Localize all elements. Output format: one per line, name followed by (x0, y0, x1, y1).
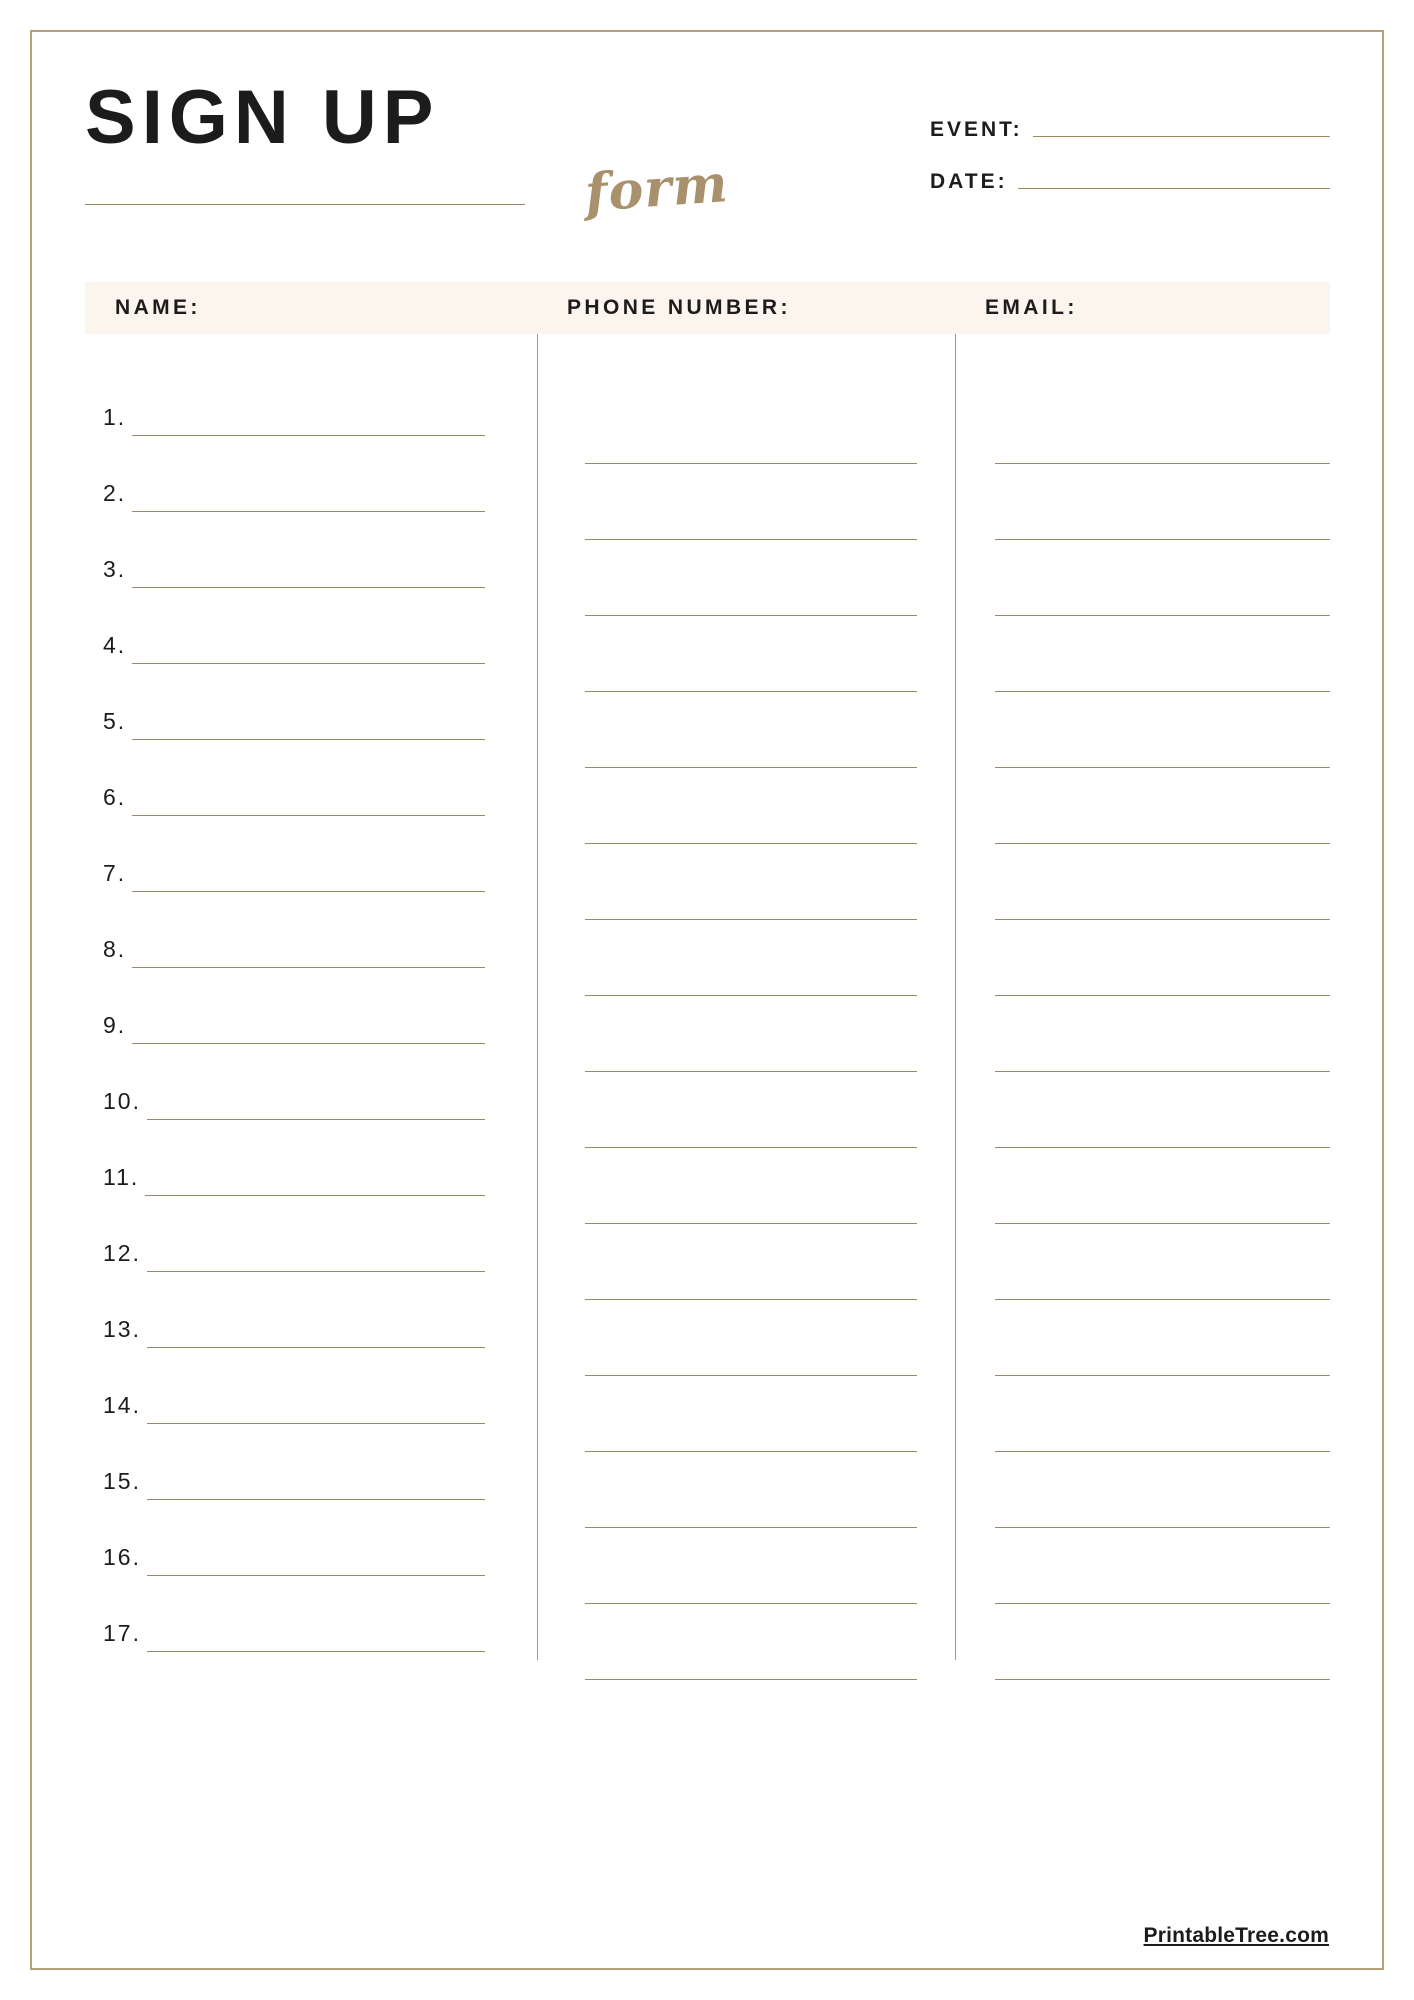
cell-phone (537, 1576, 955, 1652)
table-row (85, 512, 1330, 588)
date-input-line[interactable] (1018, 188, 1330, 189)
row-number: 2. (103, 480, 127, 506)
row-number: 9. (103, 1012, 127, 1038)
event-date-block (930, 118, 1330, 222)
table-row (85, 740, 1330, 816)
cell-email (955, 1044, 1330, 1120)
row-number: 1. (103, 404, 127, 430)
email-input-line[interactable] (995, 1679, 1330, 1680)
row-number: 6. (103, 784, 127, 810)
cell-email (955, 360, 1330, 436)
row-number: 17. (103, 1620, 141, 1646)
cell-email (955, 816, 1330, 892)
event-field-row (930, 118, 1330, 142)
table-row (85, 968, 1330, 1044)
cell-email (955, 968, 1330, 1044)
cell-email (955, 1576, 1330, 1652)
cell-phone (537, 1120, 955, 1196)
cell-name (85, 1424, 537, 1500)
cell-email (955, 588, 1330, 664)
cell-email (955, 664, 1330, 740)
row-number: 11. (103, 1164, 140, 1190)
column-header-email: EMAIL: (985, 296, 1078, 319)
row-number: 13. (103, 1316, 141, 1342)
row-number: 14. (103, 1392, 141, 1418)
cell-name (85, 1500, 537, 1576)
row-number: 5. (103, 708, 127, 734)
cell-phone (537, 1272, 955, 1348)
cell-name (85, 1348, 537, 1424)
cell-name (85, 1576, 537, 1652)
cell-email (955, 436, 1330, 512)
form-script-word: form (583, 153, 731, 224)
cell-name (85, 512, 537, 588)
cell-email (955, 1500, 1330, 1576)
table-row (85, 1500, 1330, 1576)
table-row (85, 588, 1330, 664)
table-row (85, 360, 1330, 436)
table-row (85, 1348, 1330, 1424)
signup-table (85, 282, 1330, 1660)
cell-email (955, 1120, 1330, 1196)
row-number: 3. (103, 556, 127, 582)
cell-phone (537, 1196, 955, 1272)
cell-email (955, 512, 1330, 588)
table-row (85, 1044, 1330, 1120)
cell-phone (537, 1424, 955, 1500)
row-number: 16. (103, 1544, 141, 1570)
table-row (85, 1196, 1330, 1272)
row-number: 4. (103, 632, 127, 658)
row-number: 10. (103, 1088, 141, 1114)
cell-phone (537, 436, 955, 512)
cell-email (955, 1348, 1330, 1424)
title-underline-rule (85, 204, 525, 205)
cell-phone (537, 664, 955, 740)
page-title: SIGN UP (85, 75, 440, 160)
cell-name (85, 892, 537, 968)
cell-phone (537, 1348, 955, 1424)
cell-email (955, 740, 1330, 816)
table-row (85, 816, 1330, 892)
event-label: EVENT: (930, 118, 1023, 141)
cell-email (955, 1196, 1330, 1272)
row-number: 12. (103, 1240, 141, 1266)
table-row (85, 1120, 1330, 1196)
cell-phone (537, 588, 955, 664)
name-input-line[interactable] (147, 1651, 485, 1652)
cell-email (955, 1272, 1330, 1348)
cell-email (955, 892, 1330, 968)
column-header-phone: PHONE NUMBER: (567, 296, 791, 319)
cell-name (85, 1272, 537, 1348)
column-header-name: NAME: (115, 296, 201, 319)
cell-phone (537, 892, 955, 968)
cell-phone (537, 816, 955, 892)
table-body (85, 360, 1330, 1660)
cell-name (85, 968, 537, 1044)
document-header (85, 75, 1330, 260)
phone-input-line[interactable] (585, 1679, 917, 1680)
cell-phone (537, 1500, 955, 1576)
date-field-row (930, 170, 1330, 194)
table-row (85, 1272, 1330, 1348)
row-number: 7. (103, 860, 127, 886)
cell-name (85, 816, 537, 892)
cell-name (85, 1120, 537, 1196)
cell-name (85, 1044, 537, 1120)
cell-name (85, 664, 537, 740)
cell-phone (537, 968, 955, 1044)
table-row (85, 1576, 1330, 1652)
cell-name (85, 588, 537, 664)
row-number: 15. (103, 1468, 141, 1494)
table-row (85, 664, 1330, 740)
cell-phone (537, 512, 955, 588)
page-content (85, 75, 1330, 1660)
event-input-line[interactable] (1033, 136, 1330, 137)
table-row (85, 436, 1330, 512)
date-label: DATE: (930, 170, 1008, 193)
cell-name (85, 360, 537, 436)
cell-phone (537, 740, 955, 816)
footer-watermark-link[interactable]: PrintableTree.com (1143, 1924, 1329, 1947)
cell-phone (537, 1044, 955, 1120)
table-header-row (85, 282, 1330, 334)
cell-name (85, 1196, 537, 1272)
row-number: 8. (103, 936, 127, 962)
cell-phone (537, 360, 955, 436)
table-rows (85, 360, 1330, 1652)
table-row (85, 892, 1330, 968)
cell-name (85, 436, 537, 512)
cell-name (85, 740, 537, 816)
table-row (85, 1424, 1330, 1500)
cell-email (955, 1424, 1330, 1500)
